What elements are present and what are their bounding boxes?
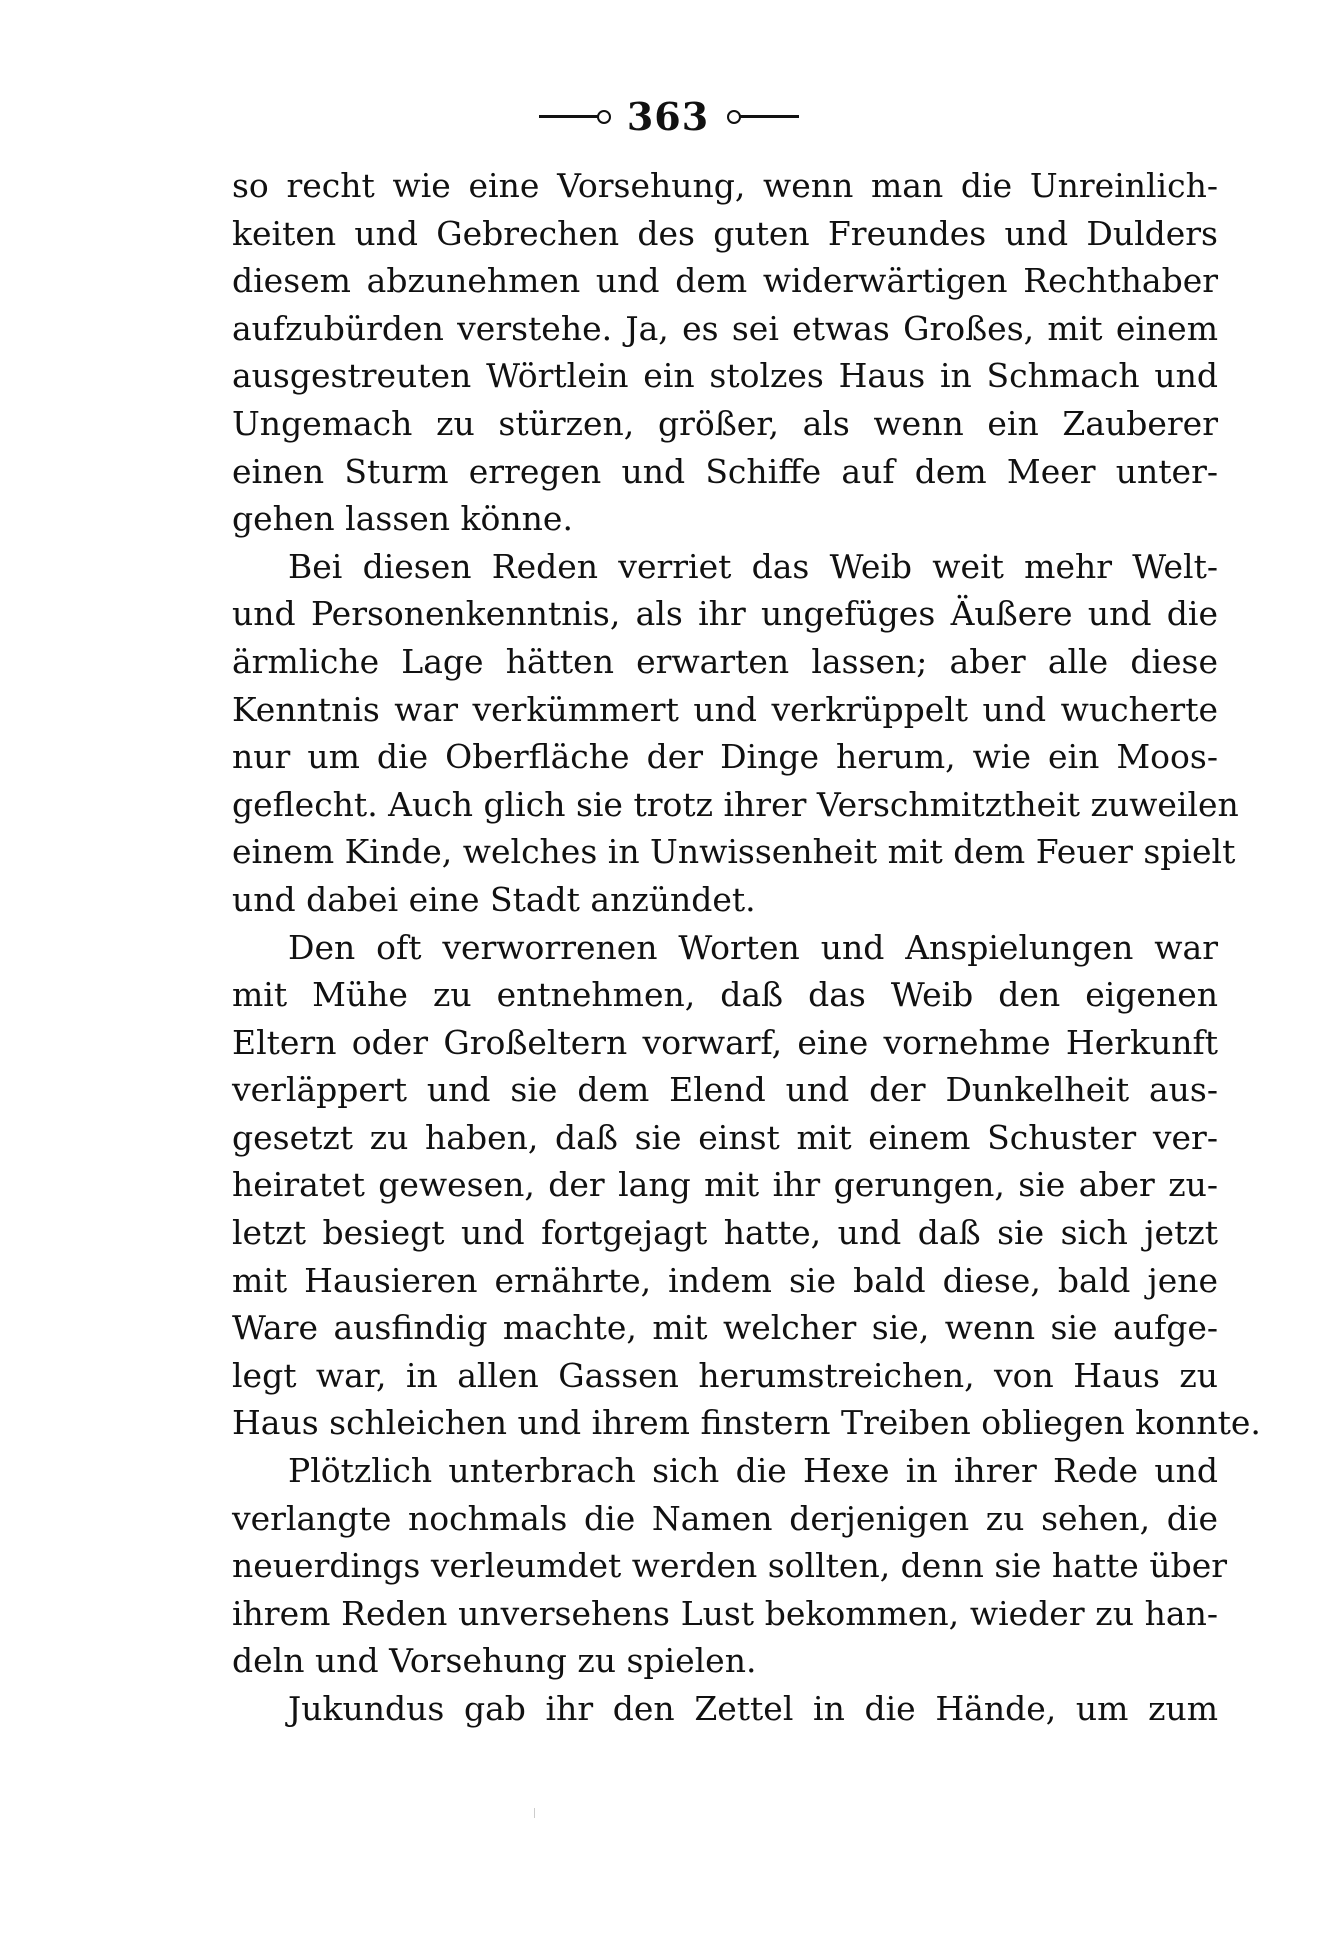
text-line: ihrem Reden unversehens Lust bekommen, wieder zu han- bbox=[232, 1593, 1218, 1633]
text-line: aufzubürden verstehe. Ja, es sei etwas Großes, mit einem bbox=[232, 308, 1218, 348]
text-line: legt war, in allen Gassen herumstreichen, von Haus zu bbox=[232, 1355, 1218, 1395]
text-line: verläppert und sie dem Elend und der Dunkelheit aus- bbox=[232, 1070, 1218, 1110]
text-line: mit Mühe zu entnehmen, daß das Weib den eigenen bbox=[232, 975, 1218, 1015]
text-line: Kenntnis war verkümmert und verkrüppelt und wucherte bbox=[232, 689, 1218, 729]
text-line: Ungemach zu stürzen, größer, als wenn ein Zauberer bbox=[232, 403, 1218, 443]
text-line: Eltern oder Großeltern vorwarf, eine vornehme Herkunft bbox=[232, 1022, 1218, 1062]
text-line: einen Sturm erregen und Schiffe auf dem Meer unter- bbox=[232, 451, 1218, 491]
text-line: Ware ausfindig machte, mit welcher sie, wenn sie aufge- bbox=[232, 1308, 1218, 1348]
text-line: letzt besiegt und fortgejagt hatte, und daß sie sich jetzt bbox=[232, 1213, 1218, 1253]
page-text bbox=[232, 162, 1261, 1733]
text-line: neuerdings verleumdet werden sollten, denn sie hatte über bbox=[232, 1546, 1227, 1586]
text-line: heiratet gewesen, der lang mit ihr gerungen, sie aber zu- bbox=[232, 1165, 1218, 1205]
text-line: und Personenkenntnis, als ihr ungefüges Äußere und die bbox=[232, 594, 1218, 634]
page-number: 363 bbox=[626, 93, 710, 139]
ornament-left-icon bbox=[539, 106, 609, 126]
ornament-right-icon bbox=[727, 106, 797, 126]
text-line: Haus schleichen und ihrem finstern Treiben obliegen konnte. bbox=[232, 1403, 1261, 1443]
text-line: geflecht. Auch glich sie trotz ihrer Verschmitztheit zuweilen bbox=[232, 784, 1239, 824]
text-line: gesetzt zu haben, daß sie einst mit einem Schuster ver- bbox=[232, 1117, 1218, 1157]
text-line: nur um die Oberfläche der Dinge herum, wie ein Moos- bbox=[232, 737, 1218, 777]
text-line: Den oft verworrenen Worten und Anspielungen war bbox=[288, 927, 1218, 967]
text-line: keiten und Gebrechen des guten Freundes und Dulders bbox=[232, 213, 1218, 253]
text-line: ausgestreuten Wörtlein ein stolzes Haus in Schmach und bbox=[232, 356, 1218, 396]
text-line: und dabei eine Stadt anzündet. bbox=[232, 879, 756, 919]
scan-mark bbox=[534, 1808, 535, 1818]
text-line: gehen lassen könne. bbox=[232, 499, 573, 539]
text-line: ärmliche Lage hätten erwarten lassen; aber alle diese bbox=[232, 641, 1218, 681]
text-line: Jukundus gab ihr den Zettel in die Hände, um zum bbox=[288, 1689, 1218, 1728]
text-line: mit Hausieren ernährte, indem sie bald diese, bald jene bbox=[232, 1260, 1218, 1300]
page-header bbox=[0, 86, 1336, 146]
text-line: deln und Vorsehung zu spielen. bbox=[232, 1641, 757, 1681]
text-line: diesem abzunehmen und dem widerwärtigen Rechthaber bbox=[232, 261, 1218, 301]
text-line: Plötzlich unterbrach sich die Hexe in ihrer Rede und bbox=[288, 1451, 1218, 1491]
text-line: verlangte nochmals die Namen derjenigen zu sehen, die bbox=[232, 1498, 1218, 1538]
text-line: Bei diesen Reden verriet das Weib weit mehr Welt- bbox=[288, 546, 1218, 586]
text-line: einem Kinde, welches in Unwissenheit mit dem Feuer spielt bbox=[232, 832, 1236, 872]
text-line: so recht wie eine Vorsehung, wenn man die Unreinlich- bbox=[232, 166, 1218, 205]
